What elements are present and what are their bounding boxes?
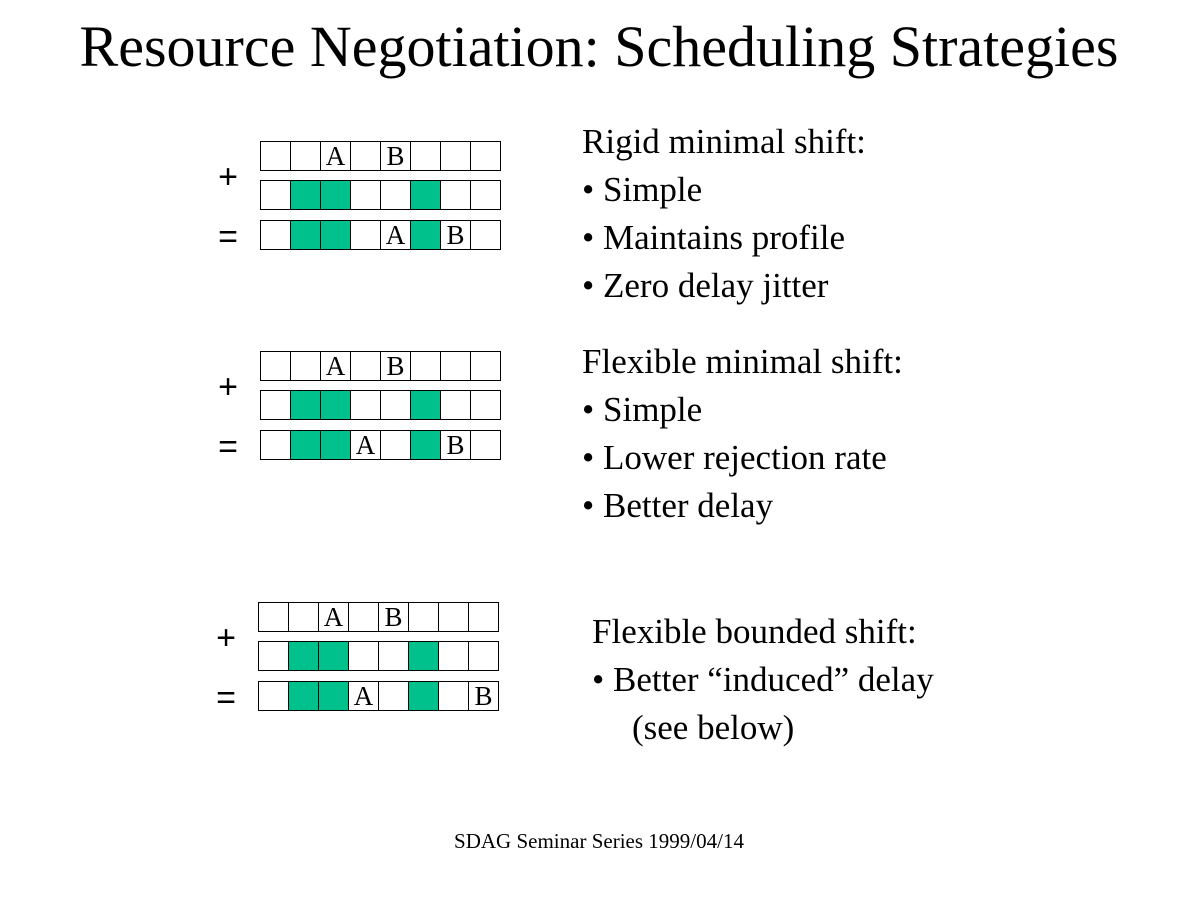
reserved-slot [320,220,351,250]
empty-slot [258,641,289,671]
slot-a: A [320,141,351,171]
empty-slot [260,141,291,171]
strategy-heading: Flexible minimal shift: [582,342,903,381]
bullet-continuation: (see below) [632,708,795,747]
reserved-slot [318,681,349,711]
reserved-slot [408,641,439,671]
reserved-slot [290,220,321,250]
slot-a: A [350,430,381,460]
reserved-slot [320,180,351,210]
slot-b: B [440,220,471,250]
empty-slot [440,351,471,381]
slot-b: B [378,602,409,632]
reserved-slot [288,641,319,671]
empty-slot [470,390,501,420]
empty-slot [380,390,411,420]
empty-slot [440,141,471,171]
empty-slot [290,141,321,171]
reserved-slot [410,430,441,460]
slide-title: Resource Negotiation: Scheduling Strategies [79,14,1119,79]
slot-b: B [380,141,411,171]
empty-slot [468,602,499,632]
equals-operator: = [218,428,238,466]
empty-slot [380,430,411,460]
slot-a: A [320,351,351,381]
empty-slot [260,351,291,381]
empty-slot [260,180,291,210]
empty-slot [410,141,441,171]
slot-a: A [318,602,349,632]
empty-slot [260,220,291,250]
slot-row-reserved [260,180,500,210]
strategy-heading: Rigid minimal shift: [582,122,866,161]
empty-slot [290,351,321,381]
slot-row-request [258,602,498,632]
slot-row-request [260,351,500,381]
bullet-item: • Simple [582,166,866,214]
empty-slot [408,602,439,632]
plus-operator: + [218,158,238,196]
empty-slot [378,641,409,671]
empty-slot [260,430,291,460]
reserved-slot [320,390,351,420]
empty-slot [350,220,381,250]
slot-row-request [260,141,500,171]
slide-footer: SDAG Seminar Series 1999/04/14 [454,829,744,853]
reserved-slot [290,180,321,210]
empty-slot [440,180,471,210]
empty-slot [440,390,471,420]
empty-slot [258,602,289,632]
empty-slot [350,141,381,171]
strategy-description [592,608,934,752]
slot-row-result [260,430,500,460]
empty-slot [438,602,469,632]
slot-b: B [380,351,411,381]
slot-b: B [468,681,499,711]
empty-slot [380,180,411,210]
reserved-slot [318,641,349,671]
empty-slot [470,430,501,460]
empty-slot [470,351,501,381]
reserved-slot [290,430,321,460]
empty-slot [438,681,469,711]
strategy-description [582,118,866,310]
reserved-slot [320,430,351,460]
empty-slot [470,180,501,210]
strategy-description [582,338,903,530]
empty-slot [258,681,289,711]
slot-row-reserved [258,641,498,671]
empty-slot [348,602,379,632]
strategy-heading: Flexible bounded shift: [592,612,917,651]
reserved-slot [288,681,319,711]
empty-slot [288,602,319,632]
slot-a: A [380,220,411,250]
empty-slot [350,351,381,381]
empty-slot [350,390,381,420]
reserved-slot [290,390,321,420]
empty-slot [260,390,291,420]
equals-operator: = [218,218,238,256]
bullet-item: • Simple [582,386,903,434]
plus-operator: + [218,368,238,406]
empty-slot [410,351,441,381]
empty-slot [348,641,379,671]
bullet-item: • Better “induced” delay [592,656,934,704]
reserved-slot [410,390,441,420]
empty-slot [468,641,499,671]
slot-row-result [258,681,498,711]
bullet-item: • Lower rejection rate [582,434,903,482]
bullet-item: • Maintains profile [582,214,866,262]
equals-operator: = [216,679,236,717]
slot-b: B [440,430,471,460]
empty-slot [350,180,381,210]
slot-a: A [348,681,379,711]
slot-row-reserved [260,390,500,420]
empty-slot [438,641,469,671]
bullet-item: • Better delay [582,482,903,530]
reserved-slot [408,681,439,711]
reserved-slot [410,220,441,250]
reserved-slot [410,180,441,210]
bullet-item: • Zero delay jitter [582,262,866,310]
empty-slot [470,141,501,171]
slot-row-result [260,220,500,250]
empty-slot [470,220,501,250]
plus-operator: + [216,619,236,657]
empty-slot [378,681,409,711]
